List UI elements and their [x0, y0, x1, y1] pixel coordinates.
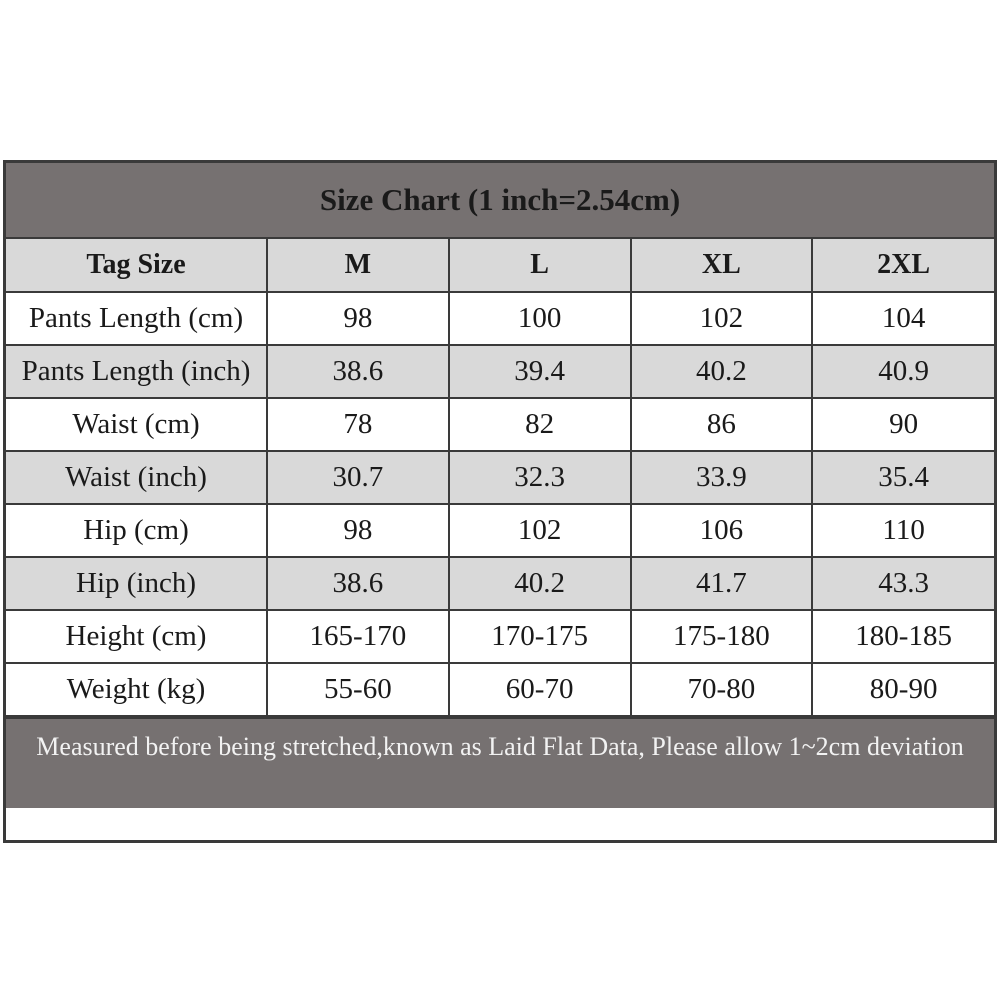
size-table	[6, 239, 994, 717]
table-row	[6, 663, 994, 716]
table-row	[6, 398, 994, 451]
table-cell: 86	[631, 398, 813, 451]
table-cell: 38.6	[267, 345, 449, 398]
table-cell: 40.2	[631, 345, 813, 398]
table-cell: 104	[812, 292, 994, 345]
footer-note: Measured before being stretched,known as Laid Flat Data, Please allow 1~2cm deviation	[6, 717, 994, 808]
chart-title: Size Chart (1 inch=2.54cm)	[319, 182, 681, 217]
table-cell: 40.9	[812, 345, 994, 398]
table-row	[6, 292, 994, 345]
row-label: Waist (cm)	[6, 398, 267, 451]
row-label: Weight (kg)	[6, 663, 267, 716]
table-cell: 32.3	[449, 451, 631, 504]
title-bar	[6, 163, 994, 239]
table-cell: 80-90	[812, 663, 994, 716]
table-cell: 60-70	[449, 663, 631, 716]
table-cell: 82	[449, 398, 631, 451]
row-label: Pants Length (inch)	[6, 345, 267, 398]
table-cell: 41.7	[631, 557, 813, 610]
table-cell: 102	[631, 292, 813, 345]
table-cell: 39.4	[449, 345, 631, 398]
size-chart	[3, 160, 997, 843]
table-cell: 43.3	[812, 557, 994, 610]
table-row	[6, 557, 994, 610]
table-cell: 98	[267, 504, 449, 557]
row-label: Waist (inch)	[6, 451, 267, 504]
table-cell: 35.4	[812, 451, 994, 504]
header-size-l: L	[449, 239, 631, 292]
table-cell: 175-180	[631, 610, 813, 663]
table-cell: 102	[449, 504, 631, 557]
header-tag-size: Tag Size	[6, 239, 267, 292]
table-cell: 90	[812, 398, 994, 451]
table-cell: 55-60	[267, 663, 449, 716]
row-label: Hip (inch)	[6, 557, 267, 610]
table-cell: 38.6	[267, 557, 449, 610]
table-cell: 180-185	[812, 610, 994, 663]
header-size-2xl: 2XL	[812, 239, 994, 292]
table-row	[6, 610, 994, 663]
header-size-m: M	[267, 239, 449, 292]
table-cell: 100	[449, 292, 631, 345]
table-cell: 40.2	[449, 557, 631, 610]
table-cell: 110	[812, 504, 994, 557]
table-cell: 70-80	[631, 663, 813, 716]
table-cell: 170-175	[449, 610, 631, 663]
row-label: Height (cm)	[6, 610, 267, 663]
row-label: Hip (cm)	[6, 504, 267, 557]
table-row	[6, 504, 994, 557]
table-header-row	[6, 239, 994, 292]
row-label: Pants Length (cm)	[6, 292, 267, 345]
header-size-xl: XL	[631, 239, 813, 292]
table-cell: 98	[267, 292, 449, 345]
table-row	[6, 345, 994, 398]
table-cell: 78	[267, 398, 449, 451]
table-cell: 30.7	[267, 451, 449, 504]
table-row	[6, 451, 994, 504]
table-cell: 33.9	[631, 451, 813, 504]
table-cell: 165-170	[267, 610, 449, 663]
table-cell: 106	[631, 504, 813, 557]
